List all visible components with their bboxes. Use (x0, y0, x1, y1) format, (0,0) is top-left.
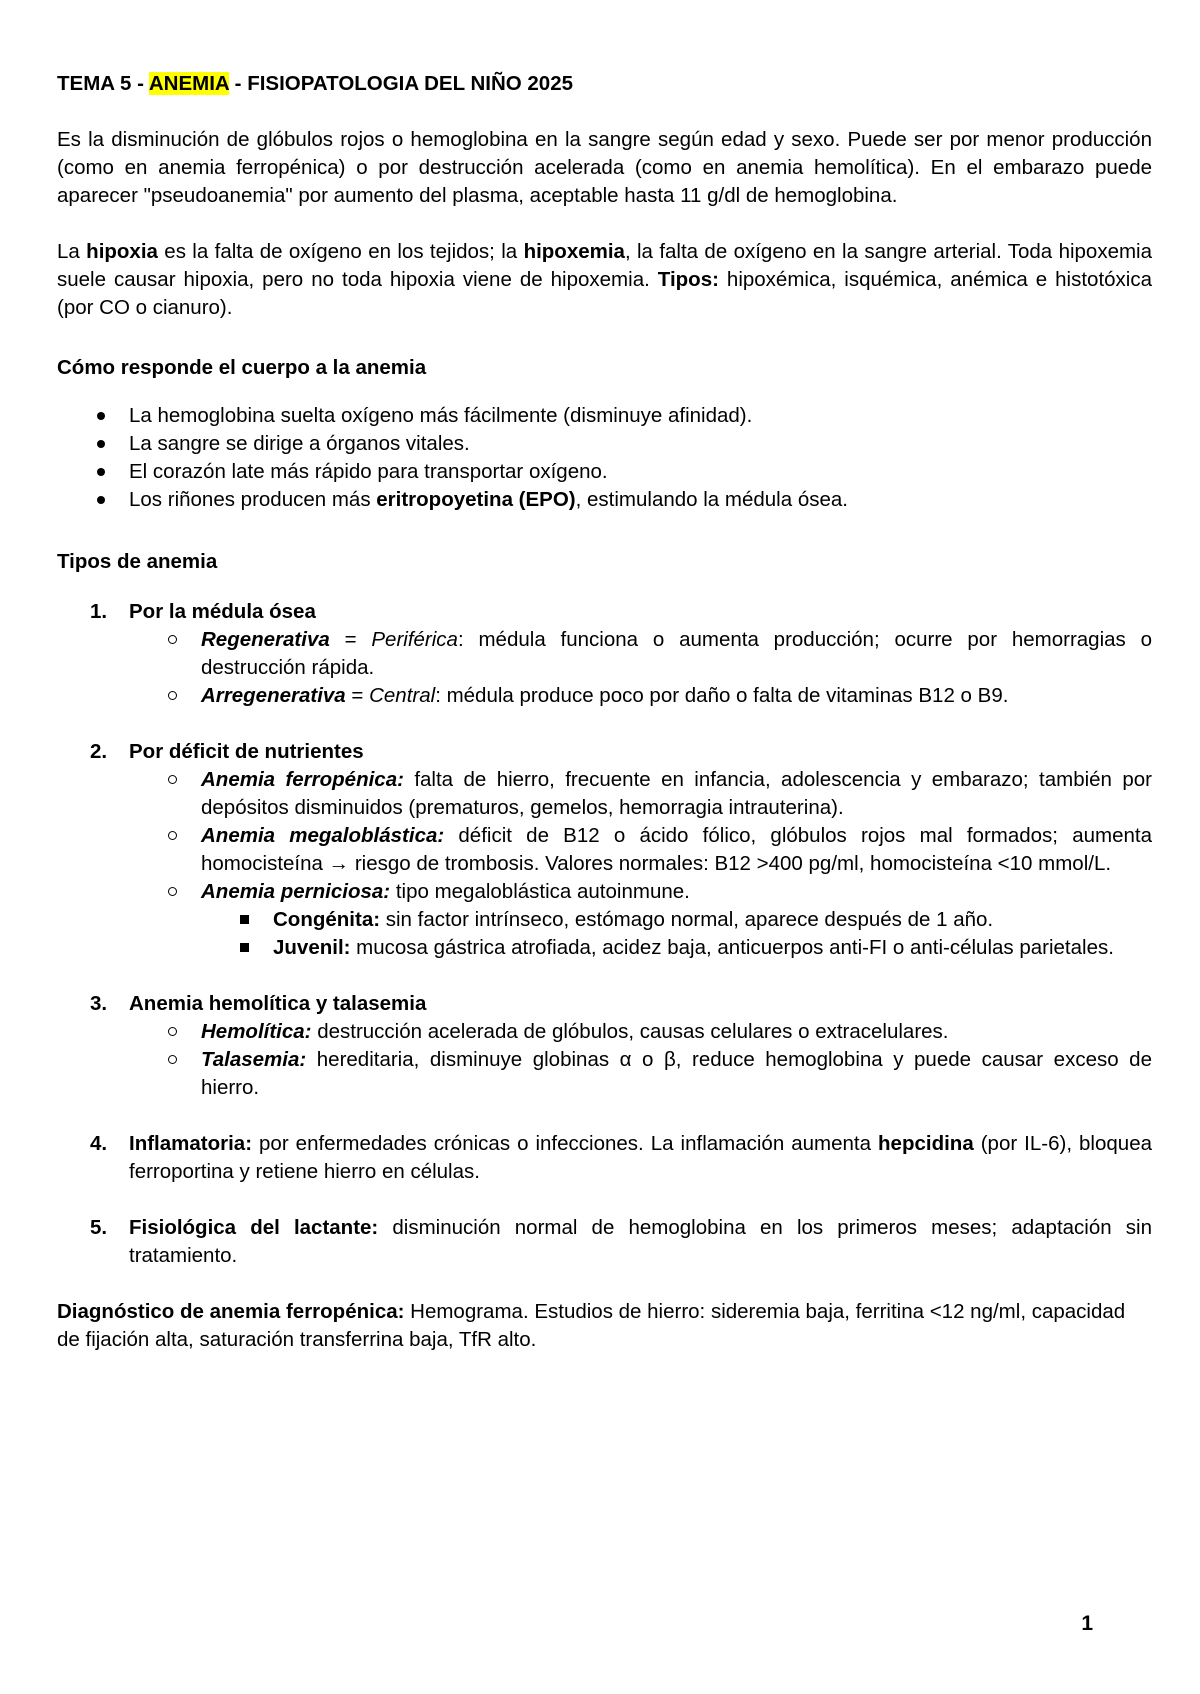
sub-item (201, 822, 1152, 878)
sub-sub-term: Juvenil: (273, 936, 351, 959)
sub-term: Arregenerativa (201, 684, 346, 707)
hypoxia-text-2: es la falta de oxígeno en los tejidos; la (157, 240, 524, 263)
diagnosis-heading: Diagnóstico de anemia ferropénica: (57, 1300, 405, 1323)
sub-item (201, 878, 1152, 962)
type-item-5 (57, 1214, 1152, 1270)
sub-text: = (345, 684, 370, 707)
type-heading: Fisiológica del lactante: (129, 1216, 379, 1239)
sub-item (201, 1046, 1152, 1102)
item-number: 1. (90, 600, 108, 623)
sub-item (201, 766, 1152, 822)
response-list (57, 402, 1152, 514)
sub-term: Anemia perniciosa: (201, 880, 391, 903)
sub-sub-item (273, 934, 1152, 962)
hypoxemia-term: hipoxemia (523, 240, 625, 263)
type-item-3 (57, 990, 1152, 1102)
type-text: disminución normal de hemoglobina en los primeros meses; adaptación sin tratamiento. (129, 1216, 1152, 1267)
list-item: El corazón late más rápido para transportar oxígeno. (129, 458, 1152, 486)
hepcidina-term: hepcidina (878, 1132, 974, 1155)
sub-term-alt: Periférica (371, 628, 458, 651)
title-suffix: - FISIOPATOLOGIA DEL NIÑO 2025 (228, 72, 573, 95)
list-item: La hemoglobina suelta oxígeno más fácilmente (disminuye afinidad). (129, 402, 1152, 430)
sub-sub-text: sin factor intrínseco, estómago normal, aparece después de 1 año. (380, 908, 994, 931)
item-number: 5. (90, 1216, 108, 1239)
list-item (129, 486, 1152, 514)
sub-sub-text: mucosa gástrica atrofiada, acidez baja, anticuerpos anti-FI o anti-células parietales. (350, 936, 1114, 959)
types-list (57, 598, 1152, 1270)
response-heading: Cómo responde el cuerpo a la anemia (57, 356, 427, 379)
list-item-text: , estimulando la médula ósea. (575, 488, 848, 511)
hypoxia-term: hipoxia (86, 240, 158, 263)
diagnosis-paragraph (57, 1298, 1152, 1354)
sub-list (129, 766, 1152, 962)
sub-text: = (329, 628, 372, 651)
sub-text: hereditaria, disminuye globinas α o β, reduce hemoglobina y puede causar exceso de hierro. (201, 1048, 1152, 1099)
sub-text: : médula produce poco por daño o falta de vitaminas B12 o B9. (435, 684, 1009, 707)
hypoxia-paragraph (57, 238, 1152, 322)
hypoxia-text-3: , la falta de oxígeno en la sangre arterial. Toda hipoxemia suele causar hipoxia, pero no toda hipoxia viene de hipoxemia. (57, 240, 1153, 291)
sub-item (201, 626, 1152, 682)
sub-text: destrucción acelerada de glóbulos, causas celulares o extracelulares. (311, 1020, 949, 1043)
item-number: 4. (90, 1132, 108, 1155)
type-text: por enfermedades crónicas o infecciones. La inflamación aumenta (252, 1132, 879, 1155)
item-number: 3. (90, 992, 108, 1015)
sub-item (201, 682, 1152, 710)
sub-term: Talasemia: (201, 1048, 307, 1071)
list-item-text: Los riñones producen más (129, 488, 377, 511)
sub-text: déficit de B12 o ácido fólico, glóbulos rojos mal formados; aumenta homocisteína → riesgo de trombosis. Valores normales: B12 >400 pg/ml, homocisteína <10 mmol/L. (201, 824, 1152, 875)
type-text: (por IL-6), bloquea ferroportina y retiene hierro en células. (129, 1132, 1152, 1183)
item-number: 2. (90, 740, 108, 763)
sub-term-alt: Central (369, 684, 436, 707)
page-title (57, 70, 1152, 98)
title-highlight: ANEMIA (148, 72, 229, 95)
sub-text: tipo megaloblástica autoinmune. (390, 880, 690, 903)
hypoxia-text-1: La (57, 240, 87, 263)
sub-text: falta de hierro, frecuente en infancia, adolescencia y embarazo; también por depósitos disminuidos (prematuros, gemelos, hemorragia intrauterina). (201, 768, 1152, 819)
type-heading: Inflamatoria: (129, 1132, 253, 1155)
epo-term: eritropoyetina (EPO) (376, 488, 576, 511)
type-heading: Por la médula ósea (129, 600, 316, 623)
sub-list (129, 626, 1152, 710)
sub-term: Anemia ferropénica: (201, 768, 404, 791)
type-heading: Anemia hemolítica y talasemia (129, 992, 427, 1015)
type-item-2 (57, 738, 1152, 962)
types-heading: Tipos de anemia (57, 550, 218, 573)
sub-term: Hemolítica: (201, 1020, 312, 1043)
sub-sub-term: Congénita: (273, 908, 381, 931)
sub-sub-list (201, 906, 1152, 962)
type-item-1 (57, 598, 1152, 710)
page-number: 1 (1081, 1612, 1093, 1635)
hypoxia-text-4: hipoxémica, isquémica, anémica e histotóxica (por CO o cianuro). (57, 268, 1153, 319)
sub-sub-item (273, 906, 1152, 934)
sub-list (129, 1018, 1152, 1102)
title-prefix: TEMA 5 - (57, 72, 149, 95)
type-item-4 (57, 1130, 1152, 1186)
type-heading: Por déficit de nutrientes (129, 740, 364, 763)
types-term: Tipos: (657, 268, 719, 291)
sub-term: Regenerativa (201, 628, 330, 651)
intro-paragraph: Es la disminución de glóbulos rojos o hemoglobina en la sangre según edad y sexo. Puede ser por menor producción (como en anemia ferropénica) o por destrucción acelerada (como en anemia hemolítica). En el embarazo puede aparecer "pseudoanemia" por aumento del plasma, aceptable hasta 11 g/dl de hemoglobina. (57, 128, 1152, 207)
diagnosis-text: Hemograma. Estudios de hierro: sideremia baja, ferritina <12 ng/ml, capacidad de fijación alta, saturación transferrina baja, TfR alto. (57, 1300, 1126, 1351)
sub-text: : médula funciona o aumenta producción; ocurre por hemorragias o destrucción rápida. (201, 628, 1152, 679)
sub-item (201, 1018, 1152, 1046)
sub-term: Anemia megaloblástica: (201, 824, 445, 847)
list-item: La sangre se dirige a órganos vitales. (129, 430, 1152, 458)
